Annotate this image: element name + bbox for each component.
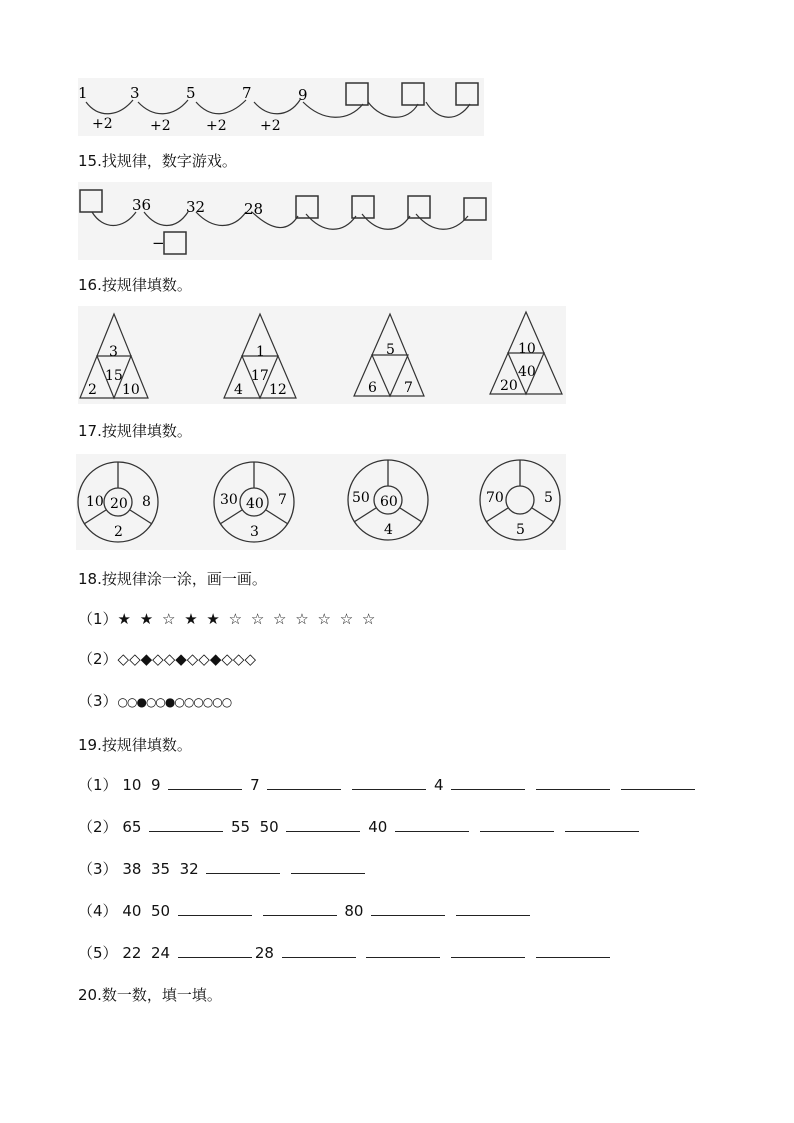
sequence-plus2-figure [78,78,484,136]
answer-blank[interactable] [451,945,525,958]
circle-left: 10 [86,494,104,510]
q19-row-3 [78,858,368,879]
q19-title: 19.按规律填数。 [78,736,192,754]
answer-blank[interactable] [565,819,639,832]
step-label: +2 [92,116,113,132]
row-label: （3） [78,692,118,710]
given-number: 80 [344,902,364,920]
seq-number: 32 [186,198,206,216]
answer-blank[interactable] [451,777,525,790]
answer-blank[interactable] [456,903,530,916]
triangle-left: 20 [500,378,518,394]
row-label: （1） [78,610,118,628]
q18-row-1 [78,608,377,629]
q19-row-1 [78,774,698,795]
answer-blank[interactable] [352,777,426,790]
seq-number: 5 [186,84,196,102]
diamond-sequence: ◇◇◆◇◇◆◇◇◆◇◇◇ [117,650,256,668]
circle-right: 7 [278,492,287,508]
circle-left: 30 [220,492,238,508]
given-number: 55 50 [230,818,279,836]
q18-row-3 [78,690,231,711]
q18-title: 18.按规律涂一涂，画一画。 [78,570,267,588]
seq-number: 28 [244,200,264,218]
triangle-top: 3 [109,344,118,360]
given-number: 40 [368,818,388,836]
answer-blank[interactable] [371,903,445,916]
row-label: （2） [78,818,118,836]
row-label: （4） [78,902,118,920]
answer-blank[interactable] [366,945,440,958]
answer-blank[interactable] [263,903,337,916]
triangle-left: 2 [88,382,97,398]
q17-title: 17.按规律填数。 [78,422,192,440]
step-label: +2 [150,118,171,134]
q18-row-2 [78,648,256,669]
q15-title: 15.找规律，数字游戏。 [78,152,237,170]
answer-blank[interactable] [178,903,252,916]
given-number: 40 50 [122,902,171,920]
answer-blank[interactable] [480,819,554,832]
q19-row-2 [78,816,642,837]
circle-left: 70 [486,490,504,506]
answer-blank[interactable] [291,861,365,874]
triangle-left: 6 [368,380,377,396]
answer-blank[interactable] [536,777,610,790]
triangle-top: 1 [256,344,265,360]
answer-blank[interactable] [267,777,341,790]
row-label: （3） [78,860,118,878]
q16-figure [78,306,566,404]
given-number: 65 [122,818,142,836]
answer-blank[interactable] [536,945,610,958]
seq-number: 36 [132,196,152,214]
answer-blank[interactable] [206,861,280,874]
circle-center: 60 [380,494,398,510]
triangle-right: 7 [404,380,413,396]
q17-figure [76,454,566,550]
circle-center: 20 [110,496,128,512]
circle-bottom: 4 [384,522,393,538]
triangle-top: 5 [386,342,395,358]
q15-figure [78,182,492,260]
q19-row-5 [78,942,613,963]
triangle-left: 4 [234,382,243,398]
triangle-center: 17 [251,368,269,384]
step-label: +2 [206,118,227,134]
triangle-top: 10 [518,341,536,357]
circle-right: 8 [142,494,151,510]
q19-row-4 [78,900,533,921]
answer-blank[interactable] [149,819,223,832]
circle-bottom: 5 [516,522,525,538]
given-number: 4 [433,776,444,794]
seq-number: 9 [298,86,308,104]
given-number: 7 [250,776,260,794]
triangle-right: 12 [269,382,287,398]
answer-blank[interactable] [178,945,252,958]
circle-left: 50 [352,490,370,506]
triangle-center: 15 [105,368,123,384]
row-label: （2） [78,650,118,668]
q16-title: 16.按规律填数。 [78,276,192,294]
row-label: （5） [78,944,118,962]
minus-sign: − [152,234,165,252]
row-label: （1） [78,776,118,794]
answer-blank[interactable] [282,945,356,958]
star-sequence: ★ ★ ☆ ★ ★ ☆ ☆ ☆ ☆ ☆ ☆ ☆ [117,610,378,628]
given-number: 10 9 [122,776,161,794]
circle-sequence: ○○●○○●○○○○○○ [117,695,232,709]
answer-blank[interactable] [395,819,469,832]
triangle-center: 40 [518,364,536,380]
answer-blank[interactable] [621,777,695,790]
given-number: 28 [254,944,274,962]
circle-right: 5 [544,490,553,506]
given-number: 22 24 [122,944,171,962]
triangle-right: 10 [122,382,140,398]
seq-number: 7 [242,84,252,102]
seq-number: 3 [130,84,140,102]
answer-blank[interactable] [168,777,242,790]
circle-center: 40 [246,496,264,512]
circle-bottom: 3 [250,524,259,540]
step-label: +2 [260,118,281,134]
circle-bottom: 2 [114,524,123,540]
given-number: 38 35 32 [122,860,199,878]
seq-number: 1 [78,84,88,102]
answer-blank[interactable] [286,819,360,832]
q20-title: 20.数一数，填一填。 [78,986,222,1004]
